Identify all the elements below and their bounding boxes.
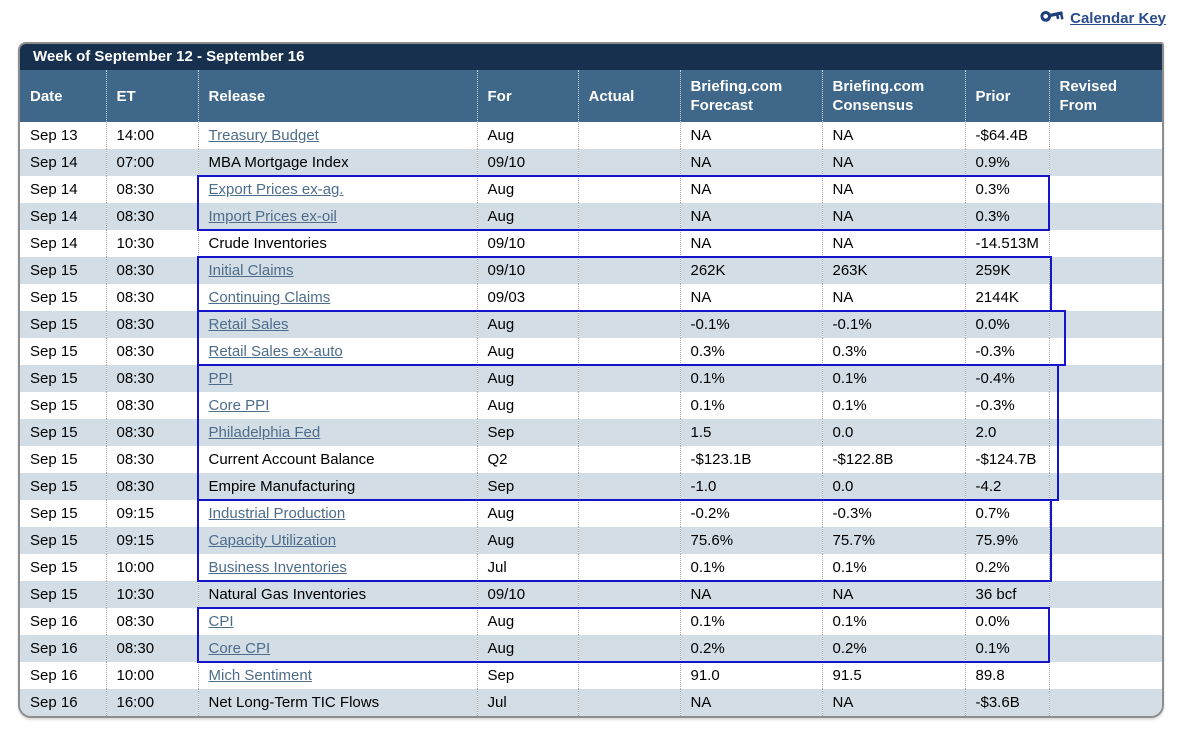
cell-date: Sep 15 bbox=[30, 586, 78, 603]
cell-actual bbox=[578, 392, 680, 419]
cell-forecast: 262K bbox=[680, 257, 822, 284]
cell-prior: -$64.4B bbox=[965, 122, 1049, 149]
cell-actual bbox=[578, 338, 680, 365]
cell-consensus: 91.5 bbox=[822, 662, 965, 689]
cell-prior: 0.3% bbox=[965, 203, 1049, 230]
cell-date: Sep 14 bbox=[30, 235, 78, 252]
release-link[interactable]: Capacity Utilization bbox=[208, 532, 337, 549]
cell-date: Sep 16 bbox=[30, 613, 78, 630]
cell-for: Aug bbox=[477, 365, 578, 392]
cell-prior: 2144K bbox=[965, 284, 1049, 311]
cell-prior: -0.4% bbox=[965, 365, 1049, 392]
cell-for: Jul bbox=[477, 554, 578, 581]
cell-date: Sep 13 bbox=[30, 127, 78, 144]
release-link[interactable]: PPI bbox=[208, 370, 233, 387]
cell-release: Natural Gas Inventories bbox=[198, 581, 477, 608]
release-link[interactable]: Retail Sales ex-auto bbox=[208, 343, 343, 360]
table-row bbox=[20, 392, 1162, 419]
cell-revised bbox=[1049, 122, 1162, 149]
cell-actual bbox=[578, 527, 680, 554]
cell-date: Sep 16 bbox=[30, 694, 78, 711]
cell-forecast: NA bbox=[680, 176, 822, 203]
cell-revised bbox=[1049, 284, 1162, 311]
cell-actual bbox=[578, 365, 680, 392]
cell-revised bbox=[1049, 473, 1162, 500]
cell-consensus: 263K bbox=[822, 257, 965, 284]
cell-actual bbox=[578, 419, 680, 446]
cell-release: Current Account Balance bbox=[198, 446, 477, 473]
release-link[interactable]: Mich Sentiment bbox=[208, 667, 312, 684]
release-link[interactable]: Core PPI bbox=[208, 397, 270, 414]
release-link[interactable]: Business Inventories bbox=[208, 559, 347, 576]
cell-prior: 259K bbox=[965, 257, 1049, 284]
cell-forecast: 75.6% bbox=[680, 527, 822, 554]
cell-actual bbox=[578, 176, 680, 203]
calendar-table-wrap bbox=[20, 70, 1162, 716]
release-link[interactable]: Philadelphia Fed bbox=[208, 424, 321, 441]
cell-revised bbox=[1049, 635, 1162, 662]
cell-consensus: NA bbox=[822, 284, 965, 311]
cell-forecast: NA bbox=[680, 689, 822, 716]
cell-for: Jul bbox=[477, 689, 578, 716]
cell-actual bbox=[578, 311, 680, 338]
cell-actual bbox=[578, 230, 680, 257]
cell-release: MBA Mortgage Index bbox=[198, 149, 477, 176]
release-link[interactable]: CPI bbox=[208, 613, 234, 630]
release-link[interactable]: Industrial Production bbox=[208, 505, 346, 522]
cell-date: Sep 14 bbox=[30, 154, 78, 171]
cell-revised bbox=[1049, 176, 1162, 203]
table-row bbox=[20, 635, 1162, 662]
cell-consensus: NA bbox=[822, 689, 965, 716]
release-link[interactable]: Treasury Budget bbox=[208, 127, 319, 144]
cell-release bbox=[198, 311, 477, 338]
cell-forecast: 0.1% bbox=[680, 608, 822, 635]
release-link[interactable]: Retail Sales bbox=[208, 316, 289, 333]
cell-prior: -$3.6B bbox=[965, 689, 1049, 716]
table-row bbox=[20, 554, 1162, 581]
column-header-revised-from: Revised From bbox=[1049, 70, 1162, 122]
cell-release bbox=[198, 635, 477, 662]
cell-forecast: NA bbox=[680, 149, 822, 176]
cell-for: 09/03 bbox=[477, 284, 578, 311]
cell-actual bbox=[578, 203, 680, 230]
cell-revised bbox=[1049, 446, 1162, 473]
cell-actual bbox=[578, 122, 680, 149]
cell-release bbox=[198, 284, 477, 311]
cell-consensus: 0.1% bbox=[822, 392, 965, 419]
cell-forecast: NA bbox=[680, 122, 822, 149]
cell-et: 08:30 bbox=[106, 419, 198, 446]
table-row bbox=[20, 311, 1162, 338]
cell-prior: 0.0% bbox=[965, 311, 1049, 338]
cell-prior: -0.3% bbox=[965, 392, 1049, 419]
table-row bbox=[20, 122, 1162, 149]
column-header-release: Release bbox=[198, 70, 477, 122]
cell-consensus: 0.1% bbox=[822, 554, 965, 581]
release-link[interactable]: Continuing Claims bbox=[208, 289, 331, 306]
cell-et: 08:30 bbox=[106, 473, 198, 500]
cell-forecast: -0.1% bbox=[680, 311, 822, 338]
cell-revised bbox=[1049, 257, 1162, 284]
cell-for: Aug bbox=[477, 203, 578, 230]
table-row bbox=[20, 203, 1162, 230]
cell-consensus: 0.1% bbox=[822, 608, 965, 635]
table-row bbox=[20, 284, 1162, 311]
cell-forecast: 0.1% bbox=[680, 365, 822, 392]
table-row bbox=[20, 608, 1162, 635]
cell-actual bbox=[578, 446, 680, 473]
cell-consensus: -0.3% bbox=[822, 500, 965, 527]
cell-release bbox=[198, 419, 477, 446]
cell-forecast: 0.3% bbox=[680, 338, 822, 365]
table-row bbox=[20, 257, 1162, 284]
table-row bbox=[20, 689, 1162, 716]
cell-actual bbox=[578, 284, 680, 311]
cell-revised bbox=[1049, 203, 1162, 230]
cell-forecast: 1.5 bbox=[680, 419, 822, 446]
cell-release bbox=[198, 608, 477, 635]
cell-for: 09/10 bbox=[477, 581, 578, 608]
cell-et: 08:30 bbox=[106, 608, 198, 635]
cell-prior: 0.2% bbox=[965, 554, 1049, 581]
cell-date: Sep 14 bbox=[30, 208, 78, 225]
release-link[interactable]: Core CPI bbox=[208, 640, 271, 657]
cell-revised bbox=[1049, 365, 1162, 392]
cell-release bbox=[198, 257, 477, 284]
cell-prior: -14.513M bbox=[965, 230, 1049, 257]
cell-consensus: 75.7% bbox=[822, 527, 965, 554]
cell-release: Crude Inventories bbox=[198, 230, 477, 257]
calendar-table bbox=[20, 70, 1162, 716]
cell-for: Aug bbox=[477, 122, 578, 149]
column-header-prior: Prior bbox=[965, 70, 1049, 122]
cell-for: 09/10 bbox=[477, 230, 578, 257]
cell-actual bbox=[578, 554, 680, 581]
cell-for: Sep bbox=[477, 419, 578, 446]
cell-forecast: 0.1% bbox=[680, 392, 822, 419]
cell-revised bbox=[1049, 608, 1162, 635]
cell-actual bbox=[578, 689, 680, 716]
table-row bbox=[20, 581, 1162, 608]
cell-prior: 2.0 bbox=[965, 419, 1049, 446]
cell-et: 08:30 bbox=[106, 338, 198, 365]
cell-revised bbox=[1049, 311, 1162, 338]
table-row bbox=[20, 527, 1162, 554]
week-title: Week of September 12 - September 16 bbox=[20, 44, 1162, 70]
cell-date: Sep 15 bbox=[30, 559, 78, 576]
cell-revised bbox=[1049, 527, 1162, 554]
cell-release bbox=[198, 500, 477, 527]
cell-actual bbox=[578, 473, 680, 500]
cell-revised bbox=[1049, 419, 1162, 446]
cell-et: 09:15 bbox=[106, 527, 198, 554]
cell-actual bbox=[578, 635, 680, 662]
cell-prior: 0.1% bbox=[965, 635, 1049, 662]
cell-date: Sep 16 bbox=[30, 640, 78, 657]
cell-revised bbox=[1049, 581, 1162, 608]
release-link[interactable]: Import Prices ex-oil bbox=[208, 208, 337, 225]
cell-revised bbox=[1049, 662, 1162, 689]
cell-revised bbox=[1049, 230, 1162, 257]
cell-forecast: 0.1% bbox=[680, 554, 822, 581]
cell-for: 09/10 bbox=[477, 149, 578, 176]
cell-revised bbox=[1049, 689, 1162, 716]
cell-consensus: 0.0 bbox=[822, 419, 965, 446]
cell-date: Sep 15 bbox=[30, 397, 78, 414]
cell-revised bbox=[1049, 392, 1162, 419]
cell-for: Aug bbox=[477, 338, 578, 365]
cell-date: Sep 15 bbox=[30, 370, 78, 387]
cell-for: Aug bbox=[477, 392, 578, 419]
cell-release bbox=[198, 203, 477, 230]
cell-et: 08:30 bbox=[106, 203, 198, 230]
cell-et: 08:30 bbox=[106, 635, 198, 662]
cell-revised bbox=[1049, 149, 1162, 176]
cell-date: Sep 14 bbox=[30, 181, 78, 198]
column-header-for: For bbox=[477, 70, 578, 122]
cell-prior: 0.0% bbox=[965, 608, 1049, 635]
release-link[interactable]: Initial Claims bbox=[208, 262, 294, 279]
cell-prior: -0.3% bbox=[965, 338, 1049, 365]
column-header-briefing-com-forecast: Briefing.com Forecast bbox=[680, 70, 822, 122]
cell-for: 09/10 bbox=[477, 257, 578, 284]
cell-date: Sep 15 bbox=[30, 289, 78, 306]
cell-forecast: NA bbox=[680, 230, 822, 257]
cell-date: Sep 15 bbox=[30, 478, 78, 495]
cell-prior: 0.3% bbox=[965, 176, 1049, 203]
cell-consensus: NA bbox=[822, 176, 965, 203]
cell-for: Aug bbox=[477, 311, 578, 338]
key-icon bbox=[1039, 6, 1066, 30]
cell-release bbox=[198, 527, 477, 554]
cell-et: 08:30 bbox=[106, 257, 198, 284]
cell-revised bbox=[1049, 500, 1162, 527]
cell-et: 07:00 bbox=[106, 149, 198, 176]
cell-date: Sep 15 bbox=[30, 505, 78, 522]
cell-for: Aug bbox=[477, 608, 578, 635]
cell-for: Aug bbox=[477, 635, 578, 662]
cell-consensus: NA bbox=[822, 230, 965, 257]
cell-release bbox=[198, 365, 477, 392]
table-row bbox=[20, 419, 1162, 446]
topbar bbox=[1041, 8, 1166, 28]
cell-date: Sep 15 bbox=[30, 532, 78, 549]
column-header-date: Date bbox=[20, 70, 106, 122]
cell-consensus: NA bbox=[822, 203, 965, 230]
cell-date: Sep 16 bbox=[30, 667, 78, 684]
table-row bbox=[20, 230, 1162, 257]
cell-et: 08:30 bbox=[106, 284, 198, 311]
cell-date: Sep 15 bbox=[30, 262, 78, 279]
cell-consensus: -0.1% bbox=[822, 311, 965, 338]
cell-et: 08:30 bbox=[106, 176, 198, 203]
cell-actual bbox=[578, 500, 680, 527]
cell-prior: 0.7% bbox=[965, 500, 1049, 527]
cell-date: Sep 15 bbox=[30, 451, 78, 468]
cell-consensus: -$122.8B bbox=[822, 446, 965, 473]
cell-et: 08:30 bbox=[106, 311, 198, 338]
cell-release: Net Long-Term TIC Flows bbox=[198, 689, 477, 716]
cell-actual bbox=[578, 149, 680, 176]
cell-et: 10:00 bbox=[106, 554, 198, 581]
cell-et: 08:30 bbox=[106, 365, 198, 392]
table-row bbox=[20, 365, 1162, 392]
column-header-actual: Actual bbox=[578, 70, 680, 122]
cell-date: Sep 15 bbox=[30, 424, 78, 441]
cell-forecast: -1.0 bbox=[680, 473, 822, 500]
cell-forecast: -0.2% bbox=[680, 500, 822, 527]
cell-for: Sep bbox=[477, 662, 578, 689]
column-header-et: ET bbox=[106, 70, 198, 122]
cell-for: Aug bbox=[477, 527, 578, 554]
cell-for: Aug bbox=[477, 176, 578, 203]
cell-forecast: 0.2% bbox=[680, 635, 822, 662]
cell-prior: -$124.7B bbox=[965, 446, 1049, 473]
cell-consensus: NA bbox=[822, 122, 965, 149]
table-row bbox=[20, 446, 1162, 473]
release-link[interactable]: Export Prices ex-ag. bbox=[208, 181, 344, 198]
cell-actual bbox=[578, 257, 680, 284]
cell-et: 10:00 bbox=[106, 662, 198, 689]
cell-forecast: 91.0 bbox=[680, 662, 822, 689]
cell-date: Sep 15 bbox=[30, 343, 78, 360]
cell-release bbox=[198, 176, 477, 203]
cell-prior: 89.8 bbox=[965, 662, 1049, 689]
calendar-key-link[interactable]: Calendar Key bbox=[1070, 9, 1166, 27]
cell-et: 08:30 bbox=[106, 392, 198, 419]
cell-prior: 36 bcf bbox=[965, 581, 1049, 608]
cell-forecast: NA bbox=[680, 284, 822, 311]
cell-actual bbox=[578, 581, 680, 608]
cell-release: Empire Manufacturing bbox=[198, 473, 477, 500]
table-row bbox=[20, 500, 1162, 527]
header-row bbox=[20, 70, 1162, 122]
cell-forecast: -$123.1B bbox=[680, 446, 822, 473]
cell-forecast: NA bbox=[680, 203, 822, 230]
table-row bbox=[20, 473, 1162, 500]
cell-et: 08:30 bbox=[106, 446, 198, 473]
cell-revised bbox=[1049, 554, 1162, 581]
cell-release bbox=[198, 122, 477, 149]
cell-for: Sep bbox=[477, 473, 578, 500]
table-row bbox=[20, 338, 1162, 365]
cell-et: 14:00 bbox=[106, 122, 198, 149]
cell-et: 09:15 bbox=[106, 500, 198, 527]
table-row bbox=[20, 149, 1162, 176]
cell-for: Q2 bbox=[477, 446, 578, 473]
cell-consensus: NA bbox=[822, 581, 965, 608]
cell-et: 10:30 bbox=[106, 230, 198, 257]
table-row bbox=[20, 176, 1162, 203]
cell-consensus: 0.1% bbox=[822, 365, 965, 392]
cell-et: 16:00 bbox=[106, 689, 198, 716]
cell-consensus: 0.2% bbox=[822, 635, 965, 662]
cell-release bbox=[198, 554, 477, 581]
column-header-briefing-com-consensus: Briefing.com Consensus bbox=[822, 70, 965, 122]
economic-calendar-panel bbox=[18, 42, 1164, 718]
cell-consensus: NA bbox=[822, 149, 965, 176]
cell-actual bbox=[578, 608, 680, 635]
cell-revised bbox=[1049, 338, 1162, 365]
cell-consensus: 0.3% bbox=[822, 338, 965, 365]
cell-prior: 75.9% bbox=[965, 527, 1049, 554]
cell-release bbox=[198, 392, 477, 419]
cell-actual bbox=[578, 662, 680, 689]
cell-date: Sep 15 bbox=[30, 316, 78, 333]
table-row bbox=[20, 662, 1162, 689]
cell-forecast: NA bbox=[680, 581, 822, 608]
cell-consensus: 0.0 bbox=[822, 473, 965, 500]
cell-for: Aug bbox=[477, 500, 578, 527]
cell-et: 10:30 bbox=[106, 581, 198, 608]
cell-release bbox=[198, 338, 477, 365]
cell-prior: 0.9% bbox=[965, 149, 1049, 176]
cell-release bbox=[198, 662, 477, 689]
cell-prior: -4.2 bbox=[965, 473, 1049, 500]
